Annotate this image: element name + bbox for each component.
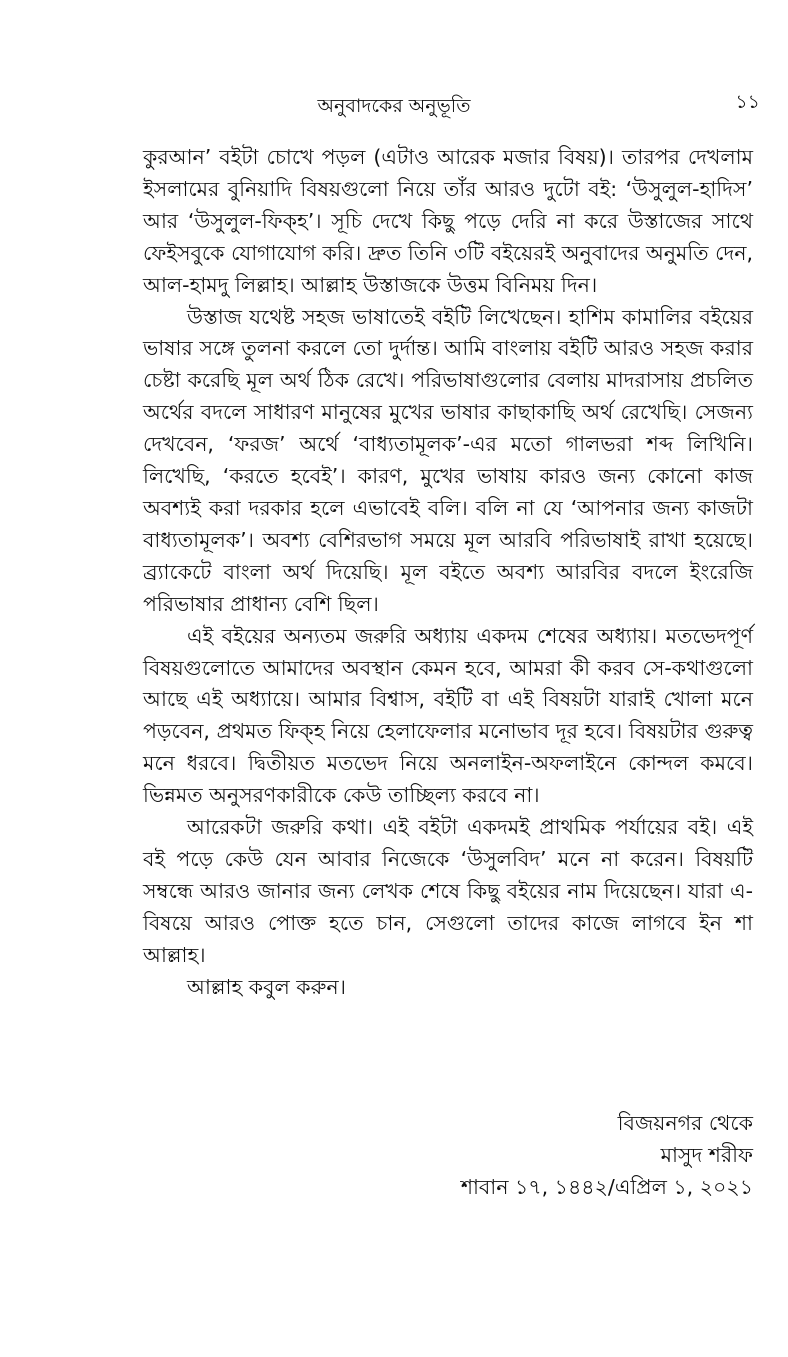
running-title: অনুবাদকের অনুভূতি xyxy=(317,95,471,117)
page-number: ১১ xyxy=(735,91,760,113)
body-text xyxy=(143,142,753,1003)
closing-prayer: আল্লাহ কবুল করুন। xyxy=(187,974,346,999)
paragraph-continuation: কুরআন’ বইটা চোখে পড়ল (এটাও আরেক মজার বিষয়)। তারপর দেখলাম ইসলামের বুনিয়াদি বিষয়গুলো নিয়ে তাঁর আরও দুটো বই: ‘উসুলুল-হাদিস’ আর ‘উসুলুল-ফিক্‌হ’। সূচি দেখে কিছু পড়ে দেরি না করে উস্তাজের সাথে ফেইসবুকে যোগাযোগ করি। দ্রুত তিনি ৩টি বইয়েরই অনুবাদের অনুমতি দেন, আল-হামদু লিল্লাহ। আল্লাহ উস্তাজকে উত্তম বিনিময় দিন। xyxy=(143,145,753,297)
paragraph: এই বইয়ের অন্যতম জরুরি অধ্যায় একদম শেষের অধ্যায়। মতভেদপূর্ণ বিষয়গুলোতে আমাদের অবস্থান কেমন হবে, আমরা কী করব সে-কথাগুলো আছে এই অধ্যায়ে। আমার বিশ্বাস, বইটি বা এই বিষয়টা যারাই খোলা মনে পড়বেন, প্রথমত ফিক্‌হ নিয়ে হেলাফেলার মনোভাব দূর হবে। বিষয়টার গুরুত্ব মনে ধরবে। দ্বিতীয়ত মতভেদ নিয়ে অনলাইন-অফলাইনে কোন্দল কমবে। ভিন্নমত অনুসরণকারীকে কেউ তাচ্ছিল্য করবে না। xyxy=(143,623,753,808)
paragraph: আরেকটা জরুরি কথা। এই বইটা একদমই প্রাথমিক পর্যায়ের বই। এই বই পড়ে কেউ যেন আবার নিজেকে ‘উসুলবিদ’ মনে না করেন। বিষয়টি সম্বন্ধে আরও জানার জন্য লেখক শেষে কিছু বইয়ের নাম দিয়েছেন। যারা এ-বিষয়ে আরও পোক্ত হতে চান, সেগুলো তাদের কাজে লাগবে ইন শা আল্লাহ। xyxy=(143,815,753,967)
paragraph: উস্তাজ যথেষ্ট সহজ ভাষাতেই বইটি লিখেছেন। হাশিম কামালির বইয়ের ভাষার সঙ্গে তুলনা করলে তো দুর্দান্ত। আমি বাংলায় বইটি আরও সহজ করার চেষ্টা করেছি মূল অর্থ ঠিক রেখে। পরিভাষাগুলোর বেলায় মাদরাসায় প্রচলিত অর্থের বদলে সাধারণ মানুষের মুখের ভাষার কাছাকাছি অর্থ রেখেছি। সেজন্য দেখবেন, ‘ফরজ’ অর্থে ‘বাধ্যতামূলক’-এর মতো গালভরা শব্দ লিখিনি। লিখেছি, ‘করতে হবেই’। কারণ, মুখের ভাষায় কারও জন্য কোনো কাজ অবশ্যই করা দরকার হলে এভাবেই বলি। বলি না যে ‘আপনার জন্য কাজটা বাধ্যতামূলক’। অবশ্য বেশিরভাগ সময়ে মূল আরবি পরিভাষাই রাখা হয়েছে। ব্র্যাকেটে বাংলা অর্থ দিয়েছি। মূল বইতে অবশ্য আরবির বদলে ইংরেজি পরিভাষার প্রাধান্য বেশি ছিল। xyxy=(143,304,753,616)
signature-name: মাসুদ শরীফ xyxy=(660,1142,753,1167)
signature-date: শাবান ১৭, ১৪৪২/এপ্রিল ১, ২০২১ xyxy=(460,1174,753,1199)
signature-block xyxy=(353,1108,753,1204)
signature-place: বিজয়নগর থেকে xyxy=(617,1111,753,1135)
